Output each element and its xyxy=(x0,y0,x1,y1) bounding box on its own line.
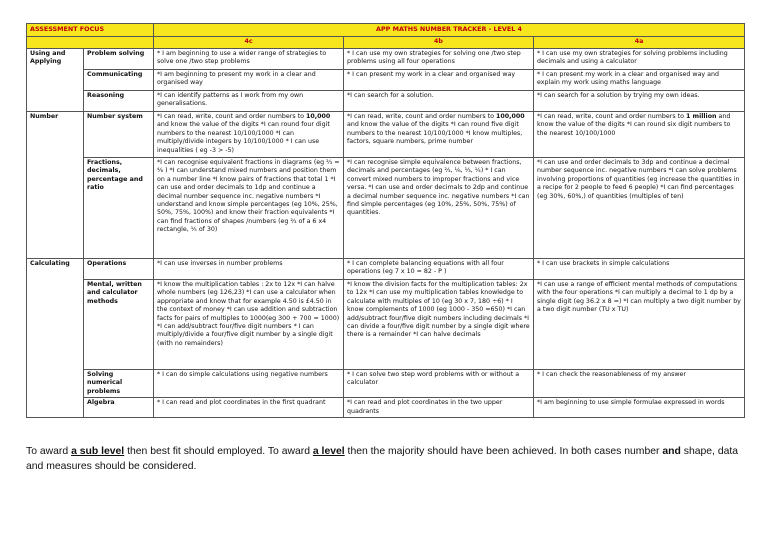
footnote-sub-level: a sub level xyxy=(71,446,125,457)
tracker-title: APP MATHS NUMBER TRACKER - LEVEL 4 xyxy=(154,24,745,37)
row-label-reasoning: Reasoning xyxy=(84,91,154,112)
table-row xyxy=(27,158,745,259)
table-row xyxy=(27,259,745,280)
table-row xyxy=(27,91,745,112)
section-using-and-applying: Using and Applying xyxy=(27,49,84,112)
row-label-problem-solving: Problem solving xyxy=(84,49,154,70)
footnote-text: then the majority should have been achieved. In both cases number xyxy=(344,446,663,457)
cell-4b: * I can solve two step word problems with or without a calculator xyxy=(344,370,534,398)
row-label-solving-problems: Solving numerical problems xyxy=(84,370,154,398)
section-number: Number xyxy=(27,112,84,259)
table-row xyxy=(27,70,745,91)
cell-4b: * I can complete balancing equations with all four operations (eg 7 x 10 = 82 - P ) xyxy=(344,259,534,280)
table-row xyxy=(27,280,745,370)
cell-4c xyxy=(154,112,344,158)
table-row xyxy=(27,370,745,398)
table-row xyxy=(27,398,745,418)
cell-bold-value: 10,000 xyxy=(305,113,331,120)
cell-text: *I can read, write, count and order numbers to xyxy=(347,113,496,120)
cell-text: *I can read, write, count and order numbers to xyxy=(157,113,306,120)
row-label-number-system: Number system xyxy=(84,112,154,158)
cell-4b: *I can search for a solution. xyxy=(344,91,534,112)
row-label-algebra: Algebra xyxy=(84,398,154,418)
cell-text: *I can read, write, count and order numbers to xyxy=(537,113,686,120)
footnote xyxy=(26,444,746,474)
assessment-focus-header: ASSESSMENT FOCUS xyxy=(27,24,154,37)
level-4b-header: 4b xyxy=(344,37,534,49)
cell-4b: * I can use my own strategies for solving one /two step problems using all four operations xyxy=(344,49,534,70)
level-header-row xyxy=(27,37,745,49)
cell-text: and know the value of the digits *I can round six digit numbers to the nearest 10/100/1000 xyxy=(537,113,731,137)
row-label-mental-methods: Mental, written and calculator methods xyxy=(84,280,154,370)
cell-4b: *I know the division facts for the multiplication tables: 2x to 12x *I can use my multiplication tables knowledge to calculate with multiples of 10 (eg 30 x 7, 180 ÷6) * I know complements of 1000 (eg 1000 - 350 =650) *I can add/subtract four/five digit numbers including decimals *I can divide a four/five digit number by a single digit where there is a remainder *I can halve decimals xyxy=(344,280,534,370)
section-calculating: Calculating xyxy=(27,259,84,418)
cell-4a: *I can search for a solution by trying my own ideas. xyxy=(534,91,745,112)
cell-4c: *I can identify patterns as I work from my own generalisations. xyxy=(154,91,344,112)
level-4c-header: 4c xyxy=(154,37,344,49)
cell-4b xyxy=(344,112,534,158)
footnote-text: shape, data and measures should be considered. xyxy=(26,446,739,472)
cell-4b: *I can read and plot coordinates in the two upper quadrants xyxy=(344,398,534,418)
cell-4c: * I am beginning to use a wider range of strategies to solve one /two step problems xyxy=(154,49,344,70)
row-label-communicating: Communicating xyxy=(84,70,154,91)
cell-4c: *I can use inverses in number problems xyxy=(154,259,344,280)
cell-4a: * I can check the reasonableness of my answer xyxy=(534,370,745,398)
cell-4b: *I can recognise simple equivalence between fractions, decimals and percentages (eg ²⁄₃, ¹⁄₆, ¹⁄₃, ¹⁄₄) * I can convert mixed numbers to improper fractions and vice versa. *I can use and order decimals to 2dp and continue a decimal number sequence inc. negative numbers *I can find simple percentages (eg 10%, 25%, 50%, 75%) of quantities. xyxy=(344,158,534,259)
cell-4a: * I can use brackets in simple calculations xyxy=(534,259,745,280)
cell-4c: * I can do simple calculations using negative numbers xyxy=(154,370,344,398)
level-header-spacer xyxy=(27,37,154,49)
cell-4a: *I am beginning to use simple formulae expressed in words xyxy=(534,398,745,418)
footnote-and: and xyxy=(662,446,681,457)
level-4a-header: 4a xyxy=(534,37,745,49)
cell-4b: * I can present my work in a clear and organised way xyxy=(344,70,534,91)
cell-text: and know the value of the digits *I can round four digit numbers to the nearest 10/100/1000 *I can multiply/divide integers by 10/100/1000 * I can use inequalities ( eg -3 > -5) xyxy=(157,121,330,154)
table-row xyxy=(27,112,745,158)
cell-text: and know the value of the digits *I can round five digit numbers to the nearest 10/100/1000 *I know multiples, factors, square numbers, prime number xyxy=(347,121,523,146)
footnote-text: To award xyxy=(26,446,72,457)
header-row xyxy=(27,24,745,37)
cell-4c: *I can recognise equivalent fractions in diagrams (eg ²⁄₃ = ⁴⁄₆ ) *I can understand mixed numbers and position them on a number line *I know pairs of fractions that total 1 *I can use and order decimals to 1dp and continue a decimal number sequence inc. negative numbers *I understand and know simple percentages (eg 10%, 25%, 50%, 75%, 100%) and know their fraction equivalents *I can find fractions of shapes /numbers (eg ²⁄₃ of a 6 x4 rectangle, ¹⁄₅ of 30) xyxy=(154,158,344,259)
cell-bold-value: 100,000 xyxy=(495,113,525,120)
row-label-fractions: Fractions, decimals, percentage and ratio xyxy=(84,158,154,259)
cell-4a: * I can present my work in a clear and organised way and explain my work using maths language xyxy=(534,70,745,91)
footnote-text: then best fit should employed. To award xyxy=(124,446,313,457)
cell-4a: * I can use my own strategies for solving problems including decimals and using a calculator xyxy=(534,49,745,70)
table-row xyxy=(27,49,745,70)
footnote-level: a level xyxy=(312,446,345,457)
cell-4c: *I know the multiplication tables : 2x to 12x *I can halve whole numbers (eg 126,23) *I can use a calculator when appropriate and know that for example 4.50 is £4.50 in the context of money *I can use addition and subtraction facts for pairs of multiples to 1000(eg 300 + 700 = 1000) *I can add/subtract four/five digit numbers * I can multiply/divide a four/five digit number by a single digit (with no remainders) xyxy=(154,280,344,370)
row-label-operations: Operations xyxy=(84,259,154,280)
tracker-table xyxy=(26,23,745,418)
cell-4c: *I am beginning to present my work in a clear and organised way xyxy=(154,70,344,91)
cell-4a: *I can use and order decimals to 3dp and continue a decimal number sequence inc. negative numbers *I can solve problems involving proportions of quantities (eg increase the quantities in a recipe for 2 people to feed 6 people) *I can find percentages (eg 30%, 60%,) of quantities (multiples of ten) xyxy=(534,158,745,259)
cell-4a: *I can use a range of efficient mental methods of computations with the four operations *I can multiply a decimal to 1 dp by a single digit (eg 36.2 x 8 =) *I can multiply a two digit number by a two digit number (TU x TU) xyxy=(534,280,745,370)
cell-4a xyxy=(534,112,745,158)
cell-4c: * I can read and plot coordinates in the first quadrant xyxy=(154,398,344,418)
cell-bold-value: 1 million xyxy=(685,113,717,120)
